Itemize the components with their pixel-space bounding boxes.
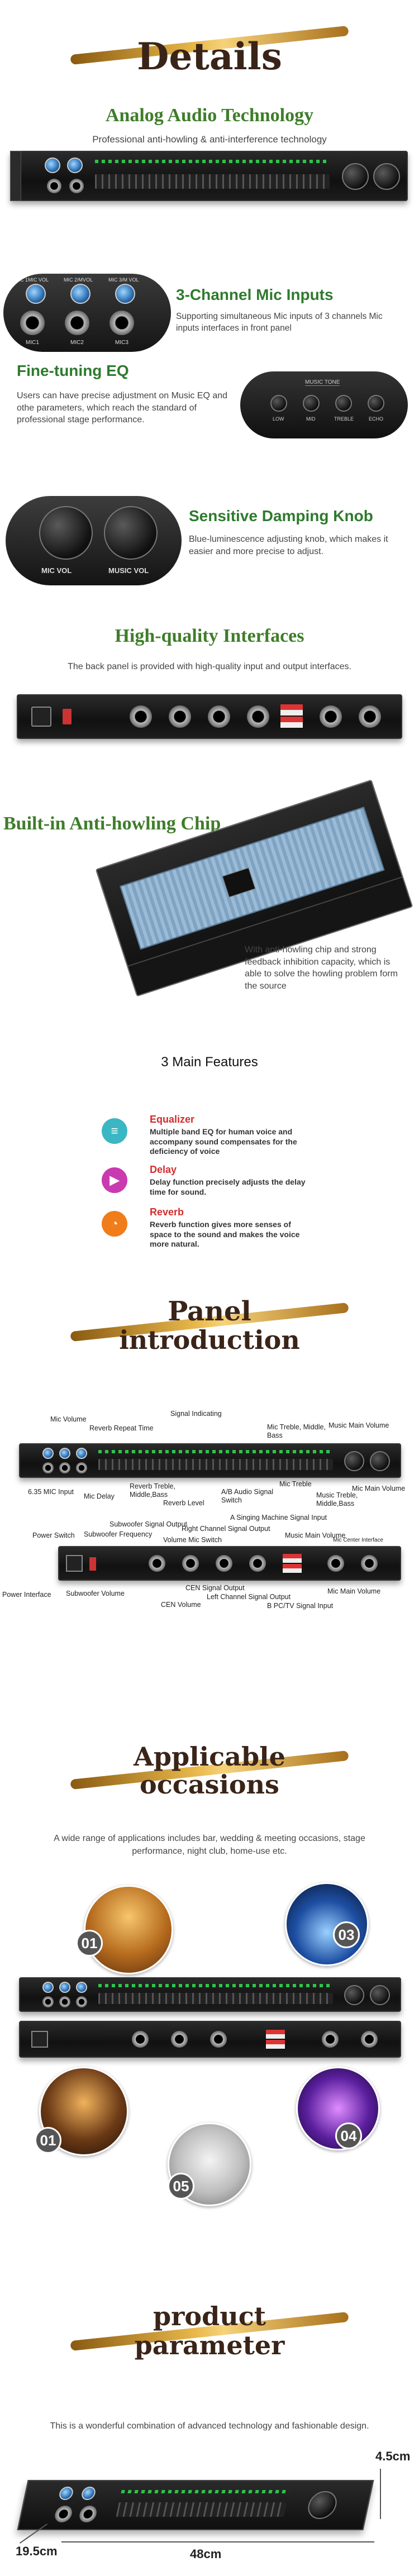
mic-input-label-3: MIC 3/M VOL — [108, 277, 139, 283]
diag-power-switch — [89, 1557, 96, 1571]
ann-power-interface: Power Interface — [2, 1591, 51, 1599]
ann-a-singing: A Singing Machine Signal Input — [230, 1514, 327, 1521]
mic-inputs-image — [3, 274, 171, 352]
diag-main-knob-2 — [370, 1451, 390, 1471]
occ-back-xlr-4 — [322, 2031, 339, 2048]
occ-back-xlr-3 — [210, 2031, 227, 2048]
main-volume-knob-2 — [373, 163, 400, 190]
eq-knob-treble — [335, 395, 352, 412]
analog-subtitle: Professional anti-howling & anti-interference technology — [92, 134, 327, 145]
mic-vol-label: MIC VOL — [41, 566, 72, 575]
ann-reverb-treble: Reverb Treble, Middle,Bass — [130, 1482, 175, 1499]
ann-power-switch: Power Switch — [32, 1532, 75, 1539]
diag-back-xlr-4 — [249, 1555, 266, 1572]
occ-leds — [98, 1984, 333, 1987]
occasion-back-panel — [19, 2021, 401, 2058]
diag-back-xlr-6 — [361, 1555, 378, 1572]
ann-left-channel: Left Channel Signal Output — [207, 1593, 291, 1601]
rca-inputs — [280, 704, 303, 729]
occ-mic-knob-2 — [59, 1982, 70, 1993]
eq-knob-label-echo: ECHO — [369, 416, 384, 422]
eq-knob-label-low: LOW — [273, 416, 284, 422]
ann-cen-volume: CEN Volume — [161, 1601, 201, 1609]
height-dimension: 4.5cm — [375, 2449, 411, 2463]
occ-mic-jack-1 — [42, 1996, 54, 2007]
power-socket — [31, 707, 51, 727]
scene-number-1b: 01 — [35, 2127, 61, 2154]
equalizer-title: Equalizer — [150, 1114, 195, 1125]
eq-knob-label-treble: TREBLE — [334, 416, 354, 422]
ann-signal-indicating: Signal Indicating — [170, 1410, 222, 1418]
back-xlr-6 — [359, 705, 381, 728]
power-switch — [63, 709, 72, 724]
ann-cen-signal-output: CEN Signal Output — [185, 1584, 245, 1592]
ann-mic-volume: Mic Volume — [50, 1415, 87, 1423]
occ-main-knob-2 — [370, 1985, 390, 2005]
mic-vol-knob — [39, 506, 93, 560]
back-xlr-2 — [169, 705, 191, 728]
back-panel-diagram — [58, 1546, 401, 1581]
device-perspective-image — [17, 2480, 374, 2530]
eq-title: Fine-tuning EQ — [17, 362, 129, 379]
front-panel-image — [10, 151, 408, 201]
mic-input-jack-2 — [65, 311, 89, 335]
eq-knob-label-mid: MID — [306, 416, 316, 422]
back-xlr-3 — [208, 705, 230, 728]
scene-concert — [285, 1882, 369, 1966]
mic-input-label-2: MIC 2/MVOL — [64, 277, 93, 283]
mic-jack-1 — [47, 179, 61, 193]
ann-reverb-repeat: Reverb Repeat Time — [89, 1424, 154, 1432]
ann-right-channel: Right Channel Signal Output — [182, 1525, 270, 1533]
chip-title: Built-in Anti-howling Chip — [3, 813, 221, 834]
ann-subwoofer-frequency: Subwoofer Frequency — [84, 1530, 153, 1538]
chip-text: With anti-howling chip and strong feedback inhibition capacity, which is able to solve the howling problem form the source — [245, 945, 398, 991]
ann-mic-main-volume: Mic Main Volume — [352, 1485, 406, 1492]
param-mic-jack-1 — [53, 2506, 73, 2522]
parameter-text: This is a wonderful combination of advanced technology and fashionable design. — [50, 2421, 369, 2431]
equalizer-text: Multiple band EQ for human voice and accompany sound compensates for the deficiency of voice — [150, 1127, 297, 1156]
ann-mic-delay: Mic Delay — [84, 1492, 115, 1500]
scene-number-4: 04 — [335, 2122, 362, 2149]
mic-jack-2 — [69, 179, 84, 193]
ann-reverb-level: Reverb Level — [163, 1499, 204, 1507]
param-main-knob — [306, 2491, 340, 2519]
diag-leds — [98, 1450, 333, 1453]
diag-rca — [283, 1554, 302, 1574]
analog-title: Analog Audio Technology — [105, 105, 314, 126]
occ-back-xlr-1 — [132, 2031, 149, 2048]
param-mic-knob-2 — [80, 2487, 97, 2500]
occ-back-xlr-2 — [171, 2031, 188, 2048]
mic-input-sub-3: MIC3 — [115, 340, 128, 346]
main-features-title: 3 Main Features — [161, 1055, 258, 1070]
music-vol-knob — [104, 506, 158, 560]
led-indicators — [95, 160, 330, 163]
occasion-front-panel — [19, 1977, 401, 2012]
depth-dimension: 19.5cm — [16, 2544, 58, 2558]
ann-back-music-main-volume: Music Main Volume — [285, 1532, 346, 1539]
occ-rca — [266, 2030, 285, 2050]
diag-mic-jack-1 — [42, 1462, 54, 1473]
mic-inputs-title: 3-Channel Mic Inputs — [176, 286, 334, 303]
occasions-heading-1: Applicable — [134, 1742, 285, 1772]
occ-mic-knob-1 — [42, 1982, 54, 1993]
diag-mic-knob-3 — [76, 1448, 87, 1459]
diag-sliders — [98, 1459, 333, 1470]
eq-panel-label: MUSIC TONE — [305, 379, 340, 385]
delay-icon: ▶ — [102, 1167, 127, 1193]
param-mic-knob-1 — [58, 2487, 74, 2500]
occ-power-socket — [31, 2031, 48, 2048]
diag-main-knob-1 — [344, 1451, 364, 1471]
occasions-text: A wide range of applications includes bar, wedding & meeting occasions, stage performance, night club, home-use etc. — [54, 1834, 365, 1857]
parameter-heading-1: product — [153, 2301, 266, 2331]
height-dimension-line — [380, 2469, 381, 2519]
mic-input-knob-1 — [26, 284, 46, 304]
details-heading: Details — [137, 35, 282, 78]
main-volume-knob-1 — [342, 163, 369, 190]
mic-input-sub-2: MIC2 — [70, 340, 84, 346]
ann-volume-mic-switch: Volume Mic Switch — [163, 1536, 222, 1544]
occ-main-knob-1 — [344, 1985, 364, 2005]
interfaces-text: The back panel is provided with high-quality input and output interfaces. — [68, 662, 351, 671]
delay-text: Delay function precisely adjusts the delay time for sound. — [150, 1177, 306, 1196]
param-mic-jack-2 — [78, 2506, 98, 2522]
occ-sliders — [98, 1993, 333, 2004]
reverb-icon: ◔ — [102, 1211, 127, 1237]
occ-mic-knob-3 — [76, 1982, 87, 1993]
diag-back-xlr-1 — [149, 1555, 165, 1572]
back-panel-image — [17, 694, 402, 739]
scene-wedding-hall — [84, 1885, 173, 1974]
occ-mic-jack-3 — [76, 1996, 87, 2007]
occ-back-xlr-5 — [361, 2031, 378, 2048]
eq-knob-mid — [303, 395, 320, 412]
diag-back-xlr-5 — [327, 1555, 344, 1572]
ann-back-mic-main-volume: Mic Main Volume — [327, 1587, 381, 1595]
param-leds — [121, 2490, 289, 2493]
back-xlr-5 — [320, 705, 342, 728]
diag-mic-knob-1 — [42, 1448, 54, 1459]
width-dimension: 48cm — [190, 2547, 222, 2561]
scene-number-1: 01 — [76, 1930, 103, 1957]
music-vol-label: MUSIC VOL — [108, 566, 149, 575]
mic-input-knob-3 — [115, 284, 135, 304]
param-sliders — [116, 2502, 287, 2517]
occ-mic-jack-2 — [59, 1996, 70, 2007]
damping-knob-title: Sensitive Damping Knob — [189, 507, 373, 524]
mic-inputs-text: Supporting simultaneous Mic inputs of 3 channels Mic inputs interfaces in front panel — [176, 312, 383, 333]
panel-heading-2: introduction — [119, 1325, 300, 1355]
back-xlr-1 — [130, 705, 152, 728]
diag-mic-jack-2 — [59, 1462, 70, 1473]
rack-ear-left — [10, 151, 21, 201]
ann-music-treble: Music Treble, Middle,Bass — [316, 1491, 358, 1508]
reverb-text: Reverb function gives more senses of space to the sound and makes the voice more natural. — [150, 1220, 300, 1248]
mic-input-sub-1: MIC1 — [26, 340, 39, 346]
interfaces-title: High-quality Interfaces — [115, 626, 304, 646]
front-panel-diagram — [19, 1443, 401, 1478]
mic-input-knob-2 — [70, 284, 91, 304]
eq-text: Users can have precise adjustment on Music EQ and othe parameters, which reach the standard of professional stage performance. — [17, 391, 228, 425]
diag-mic-jack-3 — [76, 1462, 87, 1473]
diag-back-xlr-2 — [182, 1555, 199, 1572]
diag-power-socket — [66, 1555, 83, 1572]
damping-knob-image — [6, 496, 182, 585]
ann-pc-tv-input: B PC/TV Signal Input — [267, 1602, 334, 1610]
equalizer-icon: ≡ — [102, 1118, 127, 1144]
scene-number-3: 03 — [333, 1921, 360, 1948]
ann-music-main-volume: Music Main Volume — [328, 1421, 389, 1429]
damping-knob-text: Blue-luminescence adjusting knob, which makes it easier and more precise to adjust. — [189, 535, 388, 556]
ann-subwoofer-signal-output: Subwoofer Signal Output — [109, 1520, 187, 1528]
scene-number-5: 05 — [168, 2173, 194, 2200]
mic-knob-1 — [45, 158, 60, 173]
eq-knob-low — [270, 395, 287, 412]
reverb-title: Reverb — [150, 1206, 184, 1218]
ann-mic-treble: Mic Treble, Middle, Bass — [267, 1423, 326, 1439]
mic-input-jack-1 — [20, 311, 45, 335]
parameter-heading-2: parameter — [134, 2330, 285, 2360]
ann-mic-center: Mic Center Interface — [333, 1537, 384, 1543]
eq-knob-echo — [368, 395, 384, 412]
panel-heading-1: Panel — [168, 1296, 251, 1327]
diag-back-xlr-3 — [216, 1555, 232, 1572]
eq-sliders — [95, 174, 330, 189]
occasions-heading-2: occasions — [140, 1769, 279, 1800]
mic-input-label-1: MIC 1MIC VOL — [15, 277, 49, 283]
ann-subwoofer-volume: Subwoofer Volume — [66, 1590, 125, 1597]
ann-mic-input: 6.35 MIC Input — [28, 1488, 74, 1496]
back-xlr-4 — [247, 705, 269, 728]
ann-mic-treble-2: Mic Treble — [279, 1480, 312, 1488]
width-dimension-line — [61, 2541, 374, 2542]
mic-knob-2 — [67, 158, 83, 173]
delay-title: Delay — [150, 1164, 177, 1175]
diag-mic-knob-2 — [59, 1448, 70, 1459]
eq-panel-image — [240, 371, 408, 438]
mic-input-jack-3 — [109, 311, 134, 335]
ann-ab-switch: A/B Audio Signal Switch — [221, 1488, 274, 1504]
